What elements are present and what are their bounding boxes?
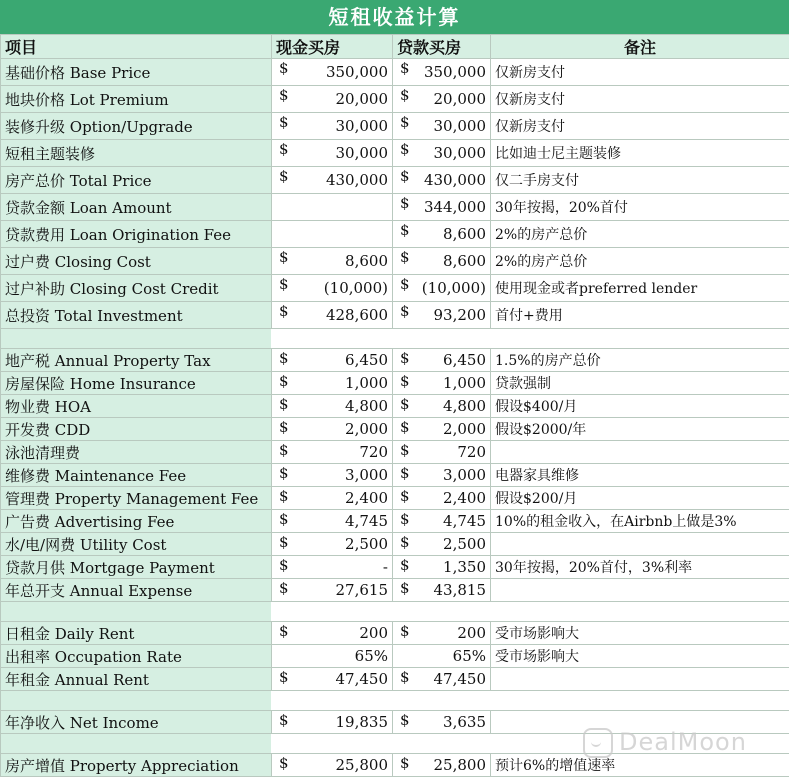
row-label[interactable]: 短租主题装修 <box>1 140 272 167</box>
currency-symbol: $ <box>279 533 289 551</box>
table-row <box>1 86 789 113</box>
loan-cell[interactable]: $ 30,000 <box>393 140 491 167</box>
loan-cell[interactable]: $ 2,400 <box>393 487 491 510</box>
cash-cell[interactable] <box>272 221 393 248</box>
currency-symbol: $ <box>400 441 410 459</box>
row-label[interactable]: 出租率 Occupation Rate <box>1 645 272 668</box>
currency-symbol: $ <box>400 349 410 367</box>
table-row <box>1 579 789 602</box>
cash-cell[interactable] <box>272 194 393 221</box>
loan-cell[interactable]: $ 200 <box>393 622 491 645</box>
loan-cell[interactable]: $ 720 <box>393 441 491 464</box>
note-cell[interactable]: 假设$2000/年 <box>491 418 789 441</box>
currency-symbol: $ <box>279 668 289 686</box>
rental-income-table <box>0 34 789 777</box>
row-label[interactable]: 泳池清理费 <box>1 441 272 464</box>
loan-cell[interactable]: $ 1,000 <box>393 372 491 395</box>
note-cell[interactable] <box>491 579 789 602</box>
table-row <box>1 372 789 395</box>
table-row <box>1 487 789 510</box>
row-label[interactable]: 过户费 Closing Cost <box>1 248 272 275</box>
row-label[interactable]: 地块价格 Lot Premium <box>1 86 272 113</box>
currency-symbol: $ <box>279 167 289 185</box>
loan-cell[interactable]: $ 30,000 <box>393 113 491 140</box>
currency-symbol: $ <box>279 711 289 729</box>
table-row <box>1 140 789 167</box>
currency-symbol: $ <box>400 668 410 686</box>
cash-cell[interactable]: $ 430,000 <box>272 167 393 194</box>
currency-symbol: $ <box>279 372 289 390</box>
note-cell[interactable]: 仅二手房支付 <box>491 167 789 194</box>
header-loan[interactable]: 贷款买房 <box>393 35 491 59</box>
watermark-text: DealMoon <box>619 728 747 756</box>
spacer-row <box>1 329 789 349</box>
currency-symbol: $ <box>400 418 410 436</box>
note-cell[interactable]: 使用现金或者preferred lender <box>491 275 789 302</box>
cash-cell[interactable]: $ - <box>272 556 393 579</box>
note-cell[interactable]: 仅新房支付 <box>491 59 789 86</box>
cash-cell[interactable]: $ 1,000 <box>272 372 393 395</box>
loan-cell[interactable]: $ 6,450 <box>393 349 491 372</box>
currency-symbol: $ <box>400 302 410 320</box>
note-cell[interactable] <box>491 533 789 556</box>
table-row <box>1 668 789 691</box>
currency-symbol: $ <box>279 487 289 505</box>
loan-cell[interactable]: $ 1,350 <box>393 556 491 579</box>
currency-symbol: $ <box>279 113 289 131</box>
cash-cell[interactable]: $ 4,800 <box>272 395 393 418</box>
currency-symbol: $ <box>400 622 410 640</box>
note-cell[interactable]: 30年按揭，20%首付 <box>491 194 789 221</box>
note-cell[interactable] <box>491 441 789 464</box>
cash-cell[interactable]: 65% <box>272 645 393 668</box>
loan-cell[interactable]: $ 350,000 <box>393 59 491 86</box>
loan-cell[interactable]: $ 4,745 <box>393 510 491 533</box>
row-label[interactable]: 房屋保险 Home Insurance <box>1 372 272 395</box>
cash-cell[interactable]: $ 2,000 <box>272 418 393 441</box>
currency-symbol: $ <box>400 248 410 266</box>
cash-cell[interactable]: $ (10,000) <box>272 275 393 302</box>
table-row <box>1 349 789 372</box>
loan-cell[interactable]: $ 4,800 <box>393 395 491 418</box>
row-label[interactable]: 总投资 Total Investment <box>1 302 272 329</box>
spacer-row <box>1 602 789 622</box>
currency-symbol: $ <box>279 754 289 772</box>
header-item[interactable]: 项目 <box>1 35 272 59</box>
row-label[interactable]: 贷款月供 Mortgage Payment <box>1 556 272 579</box>
currency-symbol: $ <box>279 275 289 293</box>
loan-cell[interactable]: $ 3,635 <box>393 711 491 734</box>
currency-symbol: $ <box>400 533 410 551</box>
note-cell[interactable]: 1.5%的房产总价 <box>491 349 789 372</box>
loan-cell[interactable]: $ 25,800 <box>393 754 491 777</box>
cash-cell[interactable]: $ 20,000 <box>272 86 393 113</box>
cash-cell[interactable]: $ 720 <box>272 441 393 464</box>
row-label[interactable]: 年净收入 Net Income <box>1 711 272 734</box>
note-cell[interactable]: 10%的租金收入，在Airbnb上做是3% <box>491 510 789 533</box>
currency-symbol: $ <box>400 510 410 528</box>
row-label[interactable]: 开发费 CDD <box>1 418 272 441</box>
cash-cell[interactable]: $ 3,000 <box>272 464 393 487</box>
currency-symbol: $ <box>400 556 410 574</box>
loan-cell[interactable]: $ (10,000) <box>393 275 491 302</box>
row-label[interactable]: 维修费 Maintenance Fee <box>1 464 272 487</box>
currency-symbol: $ <box>400 395 410 413</box>
currency-symbol: $ <box>279 556 289 574</box>
loan-cell[interactable]: $ 3,000 <box>393 464 491 487</box>
table-row <box>1 167 789 194</box>
row-label[interactable]: 贷款金额 Loan Amount <box>1 194 272 221</box>
currency-symbol: $ <box>279 59 289 77</box>
cash-cell[interactable]: $ 6,450 <box>272 349 393 372</box>
note-cell[interactable]: 预计6%的增值速率 <box>491 754 789 777</box>
currency-symbol: $ <box>279 349 289 367</box>
cash-cell[interactable]: $ 8,600 <box>272 248 393 275</box>
cash-cell[interactable]: $ 350,000 <box>272 59 393 86</box>
loan-cell[interactable]: $ 20,000 <box>393 86 491 113</box>
note-cell[interactable]: 电器家具维修 <box>491 464 789 487</box>
row-label[interactable]: 年总开支 Annual Expense <box>1 579 272 602</box>
cash-cell[interactable]: $ 4,745 <box>272 510 393 533</box>
currency-symbol: $ <box>279 464 289 482</box>
note-cell[interactable]: 贷款强制 <box>491 372 789 395</box>
note-cell[interactable]: 比如迪士尼主题装修 <box>491 140 789 167</box>
note-cell[interactable]: 仅新房支付 <box>491 86 789 113</box>
row-label[interactable]: 年租金 Annual Rent <box>1 668 272 691</box>
currency-symbol: $ <box>400 372 410 390</box>
cash-cell[interactable]: $ 19,835 <box>272 711 393 734</box>
loan-cell[interactable]: $ 43,815 <box>393 579 491 602</box>
table-row <box>1 622 789 645</box>
loan-cell[interactable]: $ 47,450 <box>393 668 491 691</box>
cash-cell[interactable]: $ 200 <box>272 622 393 645</box>
currency-symbol: $ <box>400 59 410 77</box>
note-cell[interactable]: 仅新房支付 <box>491 113 789 140</box>
dealmoon-watermark <box>583 728 747 758</box>
currency-symbol: $ <box>279 441 289 459</box>
loan-cell[interactable]: $ 2,500 <box>393 533 491 556</box>
loan-cell[interactable]: $ 8,600 <box>393 221 491 248</box>
table-row <box>1 395 789 418</box>
cash-cell[interactable]: $ 25,800 <box>272 754 393 777</box>
cash-cell[interactable]: $ 27,615 <box>272 579 393 602</box>
currency-symbol: $ <box>400 487 410 505</box>
row-label[interactable]: 过户补助 Closing Cost Credit <box>1 275 272 302</box>
row-label[interactable]: 房产增值 Property Appreciation <box>1 754 272 777</box>
row-label[interactable]: 物业费 HOA <box>1 395 272 418</box>
currency-symbol: $ <box>400 140 410 158</box>
cash-cell[interactable]: $ 30,000 <box>272 113 393 140</box>
currency-symbol: $ <box>400 86 410 104</box>
currency-symbol: $ <box>279 248 289 266</box>
note-cell[interactable]: 受市场影响大 <box>491 622 789 645</box>
table-row <box>1 248 789 275</box>
table-row <box>1 510 789 533</box>
table-row <box>1 556 789 579</box>
note-cell[interactable]: 2%的房产总价 <box>491 248 789 275</box>
currency-symbol: $ <box>400 221 410 239</box>
row-label[interactable]: 广告费 Advertising Fee <box>1 510 272 533</box>
row-label[interactable]: 管理费 Property Management Fee <box>1 487 272 510</box>
table-row <box>1 645 789 668</box>
loan-cell[interactable]: $ 2,000 <box>393 418 491 441</box>
header-note[interactable]: 备注 <box>491 35 789 59</box>
row-label[interactable]: 基础价格 Base Price <box>1 59 272 86</box>
currency-symbol: $ <box>400 113 410 131</box>
cash-cell[interactable]: $ 428,600 <box>272 302 393 329</box>
row-label[interactable]: 日租金 Daily Rent <box>1 622 272 645</box>
table-row <box>1 194 789 221</box>
currency-symbol: $ <box>400 275 410 293</box>
currency-symbol: $ <box>400 194 410 212</box>
sheet-title: 短租收益计算 <box>0 0 789 34</box>
cash-cell[interactable]: $ 2,500 <box>272 533 393 556</box>
table-row <box>1 302 789 329</box>
loan-cell[interactable]: $ 344,000 <box>393 194 491 221</box>
currency-symbol: $ <box>279 418 289 436</box>
cash-cell[interactable]: $ 30,000 <box>272 140 393 167</box>
table-row <box>1 59 789 86</box>
dealmoon-logo-icon <box>583 728 613 758</box>
row-label[interactable]: 水/电/网费 Utility Cost <box>1 533 272 556</box>
note-cell[interactable] <box>491 668 789 691</box>
note-cell[interactable]: 假设$200/月 <box>491 487 789 510</box>
currency-symbol: $ <box>279 622 289 640</box>
loan-cell[interactable]: 65% <box>393 645 491 668</box>
row-label[interactable]: 房产总价 Total Price <box>1 167 272 194</box>
row-label[interactable]: 装修升级 Option/Upgrade <box>1 113 272 140</box>
cash-cell[interactable]: $ 2,400 <box>272 487 393 510</box>
table-row <box>1 533 789 556</box>
table-row <box>1 113 789 140</box>
table-row <box>1 441 789 464</box>
loan-cell[interactable]: $ 430,000 <box>393 167 491 194</box>
currency-symbol: $ <box>279 395 289 413</box>
currency-symbol: $ <box>279 579 289 597</box>
table-row <box>1 275 789 302</box>
note-cell[interactable]: 30年按揭，20%首付，3%利率 <box>491 556 789 579</box>
table-row <box>1 221 789 248</box>
note-cell[interactable]: 假设$400/月 <box>491 395 789 418</box>
currency-symbol: $ <box>400 754 410 772</box>
currency-symbol: $ <box>400 579 410 597</box>
header-cash[interactable]: 现金买房 <box>272 35 393 59</box>
currency-symbol: $ <box>400 167 410 185</box>
note-cell[interactable]: 首付+费用 <box>491 302 789 329</box>
currency-symbol: $ <box>400 464 410 482</box>
cash-cell[interactable]: $ 47,450 <box>272 668 393 691</box>
row-label[interactable]: 地产税 Annual Property Tax <box>1 349 272 372</box>
loan-cell[interactable]: $ 93,200 <box>393 302 491 329</box>
table-row <box>1 464 789 487</box>
currency-symbol: $ <box>279 510 289 528</box>
row-label[interactable]: 贷款费用 Loan Origination Fee <box>1 221 272 248</box>
currency-symbol: $ <box>279 302 289 320</box>
spacer-row <box>1 691 789 711</box>
currency-symbol: $ <box>400 711 410 729</box>
note-cell[interactable]: 2%的房产总价 <box>491 221 789 248</box>
currency-symbol: $ <box>279 140 289 158</box>
currency-symbol: $ <box>279 86 289 104</box>
header-row <box>1 35 789 59</box>
loan-cell[interactable]: $ 8,600 <box>393 248 491 275</box>
note-cell[interactable]: 受市场影响大 <box>491 645 789 668</box>
table-row <box>1 418 789 441</box>
